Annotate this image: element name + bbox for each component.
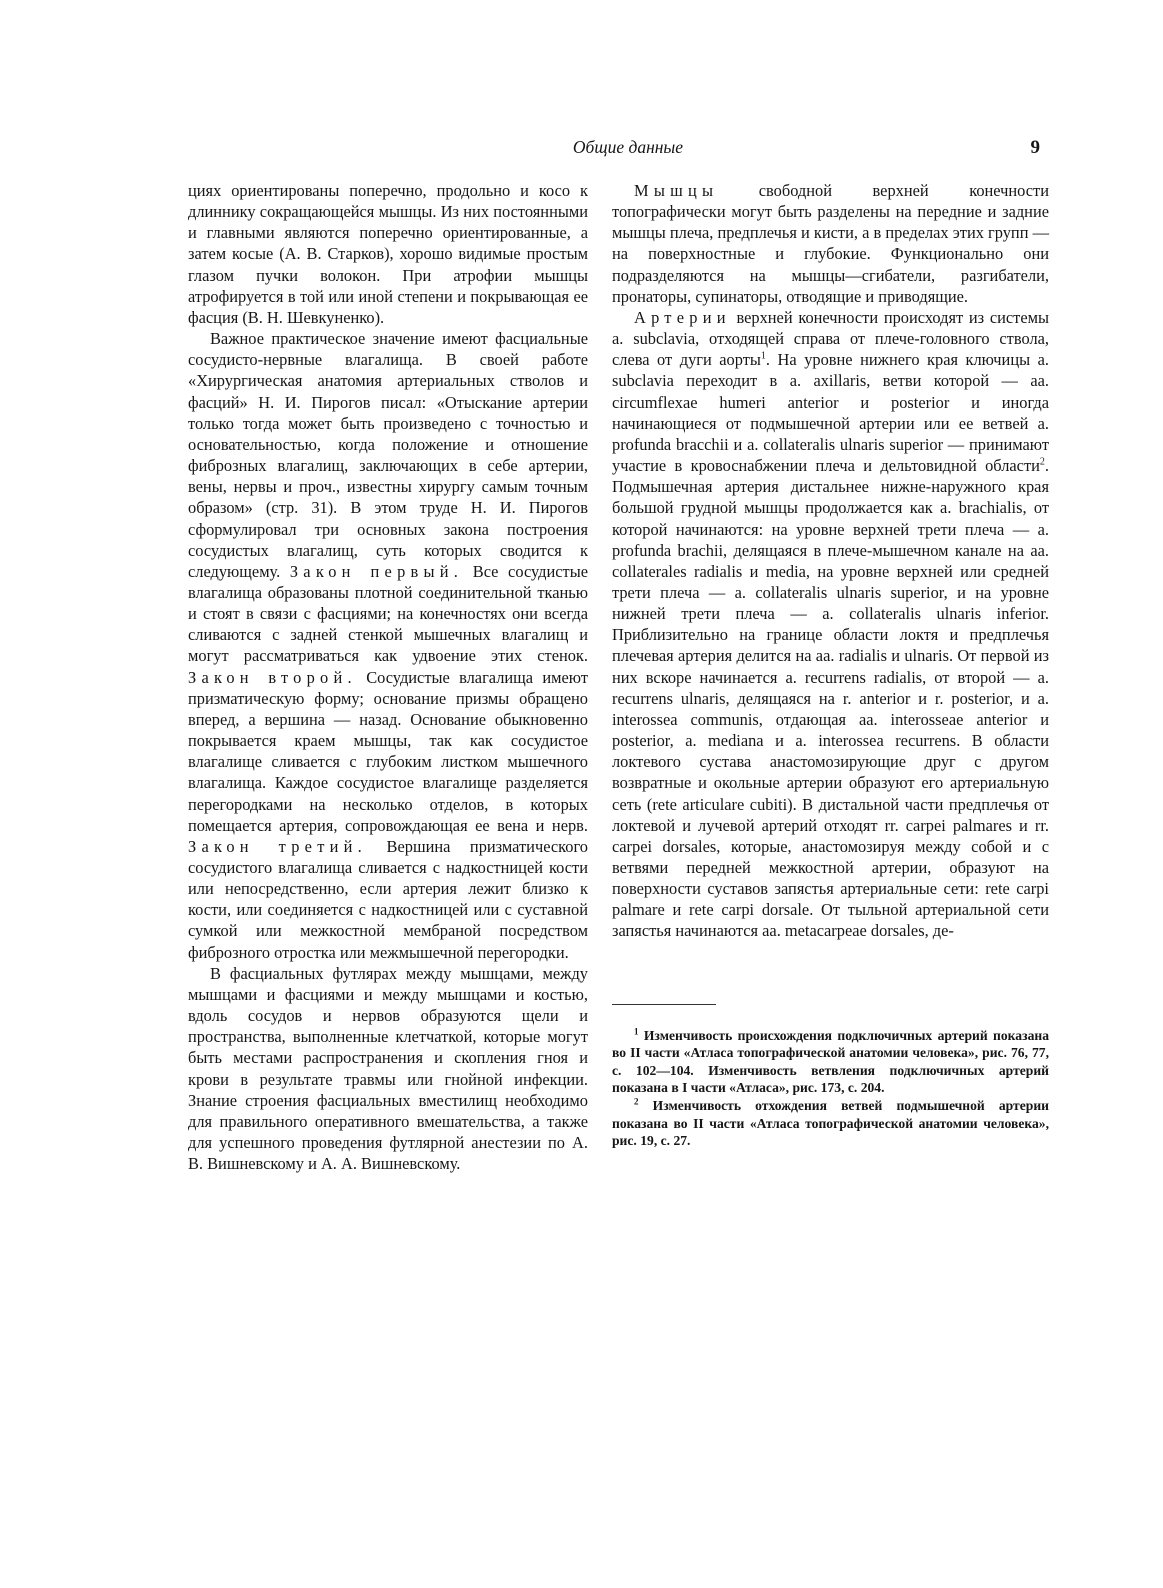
paragraph-text: . На уровне нижнего края ключицы a. subclavia переходит в a. axillaris, ветви которой — aa. circumflexae humeri anterior и posterior и иногда начинающиеся от подмышечной артерии или ее ветвей a. profunda bracchii и a. collateralis ulnaris superior — принимают участие в кровоснабжении плеча и дельтовидной области [612,350,1050,476]
paragraph-text: верхней конечности происходят из системы a. subclavia, отходящей справа от плече-головного ствола, слева от дуги аорты [612,307,1049,370]
lead-word-muscles: Мышцы [634,181,719,200]
footnote-text: Изменчивость отхождения ветвей подмышечной артерии показана во II части «Атласа топографической анатомии человека», рис. 19, с. 27. [612,1098,1049,1149]
paragraph-fascial-sheaths [188,328,588,963]
footnote-1 [612,1027,1049,1097]
paragraph-arteries [612,307,1049,942]
lead-word-arteries: Артерии [634,307,731,327]
footnote-mark: 1 [634,1026,639,1037]
paragraph-text: . Подмышечная артерия дистальнее нижне-наружного края большой грудной мышцы продолжается как a. brachialis, от которой начинаются: на уровне верхней трети плеча — a. profunda brachii, делящаяся в плече-мышечном канале на aa. collaterales radialis и media, на уровне верхней или средней трети плеча — a. collateralis ulnaris superior, и на уровне нижней трети плеча — a. collateralis ulnaris inferior. Приблизительно на границе области локтя и предплечья плечевая артерия делится на aa. radialis и ulnaris. От первой из них вскоре начинается a. recurrens radialis, от второй — a. recurrens ulnaris, делящаяся на r. anterior и r. posterior, и a. interossea communis, отдающая aa. interosseae anterior и posterior, a. mediana и a. interossea recurrens. В области локтевого сустава анастомозирующие друг с другом возвратные и окольные артерии образуют его артериальную сеть (rete articulare cubiti). В дистальной части предплечья от локтевой и лучевой артерий отходят rr. carpei palmares и rr. carpei dorsales, которые, анастомозируя между собой и с ветвями передней межкостной артерии, образуют на поверхности суставов запястья артериальные сети: rete carpi palmare и rete carpi dorsale. От тыльной артериальной сети запястья начинаются aa. metacarpeae dorsales, де- [612,456,1049,941]
footnote-mark: 2 [634,1096,639,1107]
footnote-ref-2: 2 [1039,456,1045,468]
left-column [188,180,588,1174]
right-column [612,180,1049,1150]
paragraph-muscles [612,180,1049,307]
paragraph-text: Все сосудистые влагалища образованы плотной соединительной тканью и стоят в связи с фасциями; на конечностях они всегда сливаются с задней стенкой мышечных влагалищ и могут рассматриваться как удвоение этих стенок. [188,561,588,666]
paragraph-text: Вершина призматического сосудистого влагалища сливается с надкостницей кости или непосредственно, если артерия лежит близко к кости, или соединяется с надкостницей или с суставной сумкой или межкостной мембраной посредством фиброзного отростка или межмышечной перегородки. [188,836,588,962]
footnote-text: Изменчивость происхождения подключичных артерий показана во II части «Атласа топографической анатомии человека», рис. 76, 77, с. 102—104. Изменчивость ветвления подключичных артерий показана в I части «Атласа», рис. 173, с. 204. [612,1027,1049,1096]
paragraph-text: Важное практическое значение имеют фасциальные сосудисто-нервные влагалища. В своей работе «Хирургическая анатомия артериальных стволов и фасций» Н. И. Пирогов писал: «Отыскание артерии только тогда может быть произведено с точностью и основательностью, когда положение и отношение фиброзных влагалищ, заключающих в себе артерии, вены, нервы и проч., известны хирургу самым точным образом» (стр. 31). В этом труде Н. И. Пирогов сформулировал три основных закона построения сосудистых влагалищ, суть которых сводится к следующему. [188,329,588,581]
law-first-label: Закон первый. [289,561,464,581]
footnote-ref-1: 1 [760,350,766,362]
footnote-2 [612,1097,1049,1150]
running-header-title: Общие данные [572,137,684,157]
footnote-divider [612,1004,716,1005]
paragraph-text: свободной верхней конечности топографически могут быть разделены на передние и задние мышцы плеча, предплечья и кисти, а в пределах этих групп — на поверхностные и глубокие. Функционально они подразделяются на мышцы—сгибатели, разгибатели, пронаторы, супинаторы, отводящие и приводящие. [612,181,1049,306]
paragraph-continuation: циях ориентированы поперечно, продольно и косо к длиннику сокращающейся мышцы. Из них постоянными и главными являются поперечно ориентированные, а затем косые (А. В. Старков), хорошо видимые простым глазом пучки волокон. При атрофии мышцы атрофируется в той или иной степени и покрывающая ее фасция (В. Н. Шевкуненко). [188,181,588,327]
law-second-label: Закон второй. [188,667,357,687]
paragraph-fascial-cases: В фасциальных футлярах между мышцами, между мышцами и фасциями и между мышцами и костью, вдоль сосудов и нервов образуются щели и пространства, выполненные клетчаткой, которые могут быть местами распространения и скопления гноя и крови в результате травмы или гнойной инфекции. Знание строения фасциальных вместилищ необходимо для правильного оперативного вмешательства, а также для успешного проведения футлярной анестезии по А. В. Вишневскому и А. А. Вишневскому. [188,963,588,1174]
page-number: 9 [1030,137,1040,158]
law-third-label: Закон третий. [188,836,367,856]
paragraph-text: Сосудистые влагалища имеют призматическую форму; основание призмы обращено вперед, а вершина — назад. Основание обыкновенно покрывается краем мышцы, так как сосудистое влагалище сливается с глубоким листком мышечного влагалища. Каждое сосудистое влагалище разделяется перегородками на несколько отделов, в которых помещается артерия, сопровождающая ее вена и нерв. [188,667,588,835]
running-header [188,137,1048,163]
